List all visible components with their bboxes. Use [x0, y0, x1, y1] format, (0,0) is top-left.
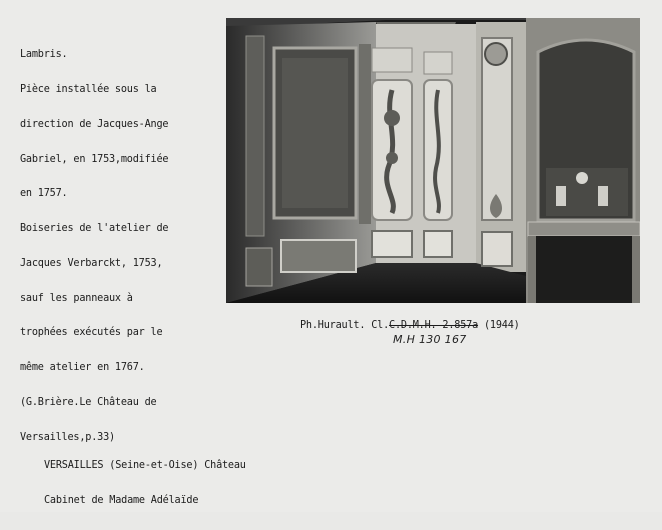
note-line: (G.Brière.Le Château de: [20, 397, 157, 408]
note-line: Pièce installée sous la: [20, 83, 157, 95]
note-line: Boiseries de l'atelier de: [20, 223, 169, 235]
note-line: Lambris.: [20, 49, 68, 61]
note-line: en 1757.: [20, 188, 68, 200]
caption-line-2: Cabinet de Madame Adélaïde: [44, 494, 199, 506]
note-line: Versailles,p.33): [20, 431, 115, 443]
note-line: Jacques Verbarckt, 1753,: [20, 257, 163, 269]
note-line: sauf les panneaux à: [20, 292, 133, 304]
struck-reference: C.D.M.H. 2.857a: [389, 320, 479, 331]
note-line: trophées exécutés par le: [20, 327, 163, 339]
caption-line-1: VERSAILLES (Seine-et-Oise) Château: [44, 460, 246, 472]
handwritten-reference: M.H 130 167: [393, 333, 467, 346]
note-line: Gabriel, en 1753,modifiée: [20, 153, 169, 165]
photo-credit: [300, 320, 520, 331]
note-line: direction de Jacques-Ange: [20, 118, 169, 130]
location-caption: [44, 437, 246, 530]
description-notes: [20, 26, 225, 467]
paneled-room-illustration: [226, 18, 640, 303]
interior-photograph: [226, 18, 640, 303]
credit-year: (1944): [483, 320, 520, 331]
note-line: même atelier en 1767.: [20, 362, 145, 374]
credit-prefix: Ph.Hurault. Cl.: [300, 320, 390, 331]
